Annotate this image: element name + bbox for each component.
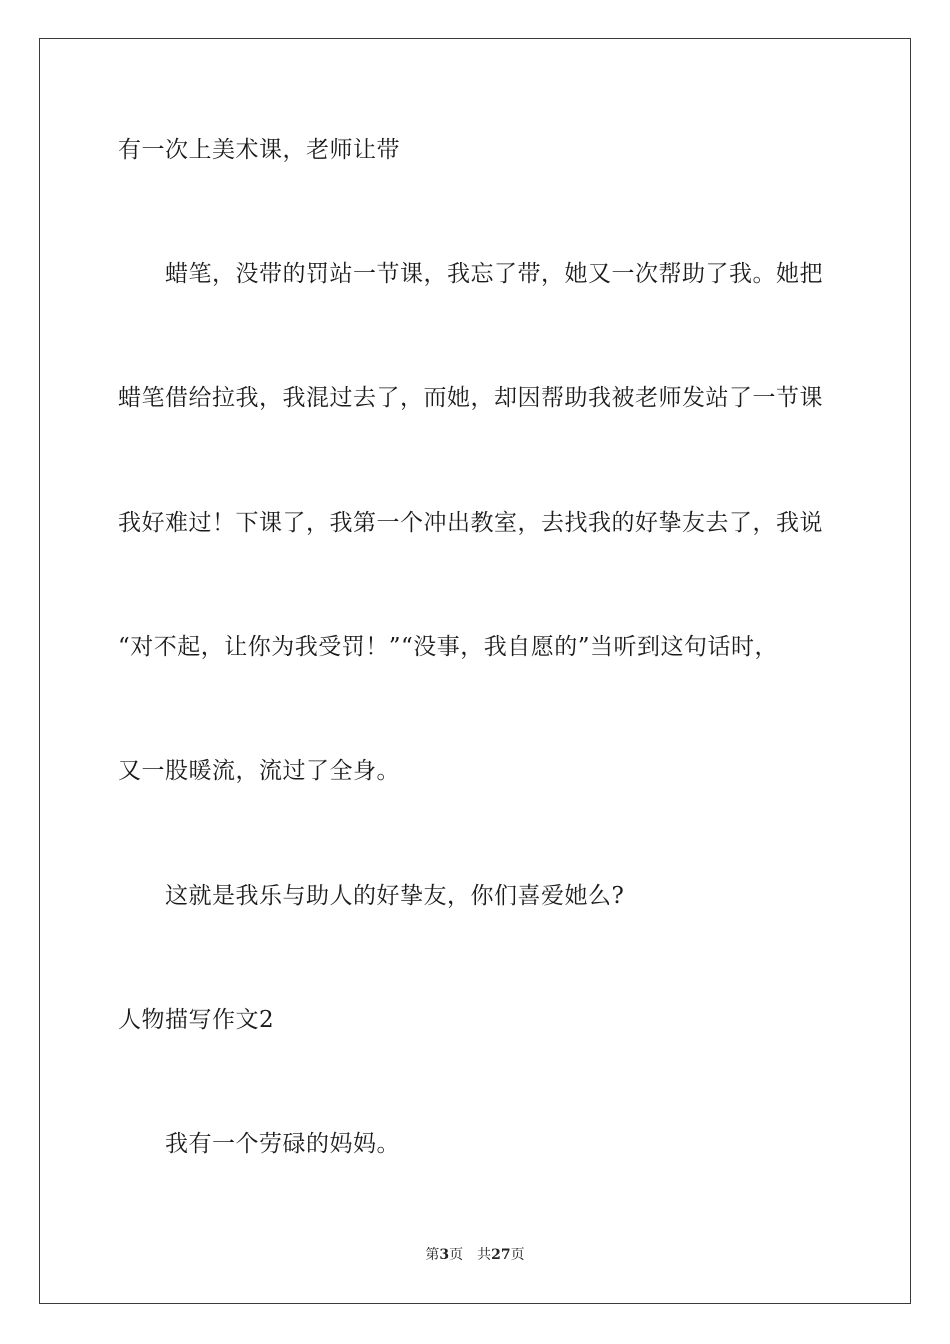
text-line-7: 这就是我乐与助人的好挚友，你们喜爱她么?: [165, 883, 625, 909]
footer-page-number: 3: [439, 1247, 450, 1263]
footer-total-pages: 27: [491, 1247, 511, 1263]
page-footer: [0, 1245, 950, 1265]
footer-total-prefix: 共: [477, 1247, 492, 1263]
text-line-1: 有一次上美术课，老师让带: [118, 137, 400, 163]
section-heading: 人物描写作文2: [118, 1007, 275, 1033]
text-line-6: 又一股暖流，流过了全身。: [118, 758, 400, 784]
footer-page-prefix: 第: [425, 1247, 440, 1263]
text-line-4: 我好难过！下课了，我第一个冲出教室，去找我的好挚友去了，我说: [118, 510, 823, 536]
text-line-5: “对不起，让你为我受罚！”“没事，我自愿的”当听到这句话时，: [118, 634, 779, 660]
text-line-2: 蜡笔，没带的罚站一节课，我忘了带，她又一次帮助了我。她把: [165, 261, 823, 287]
page-border: [39, 38, 911, 1304]
text-line-9: 我有一个劳碌的妈妈。: [165, 1131, 400, 1157]
footer-page-suffix: 页: [449, 1247, 464, 1263]
footer-total-suffix: 页: [510, 1247, 525, 1263]
text-line-3: 蜡笔借给拉我，我混过去了，而她，却因帮助我被老师发站了一节课: [118, 385, 823, 411]
